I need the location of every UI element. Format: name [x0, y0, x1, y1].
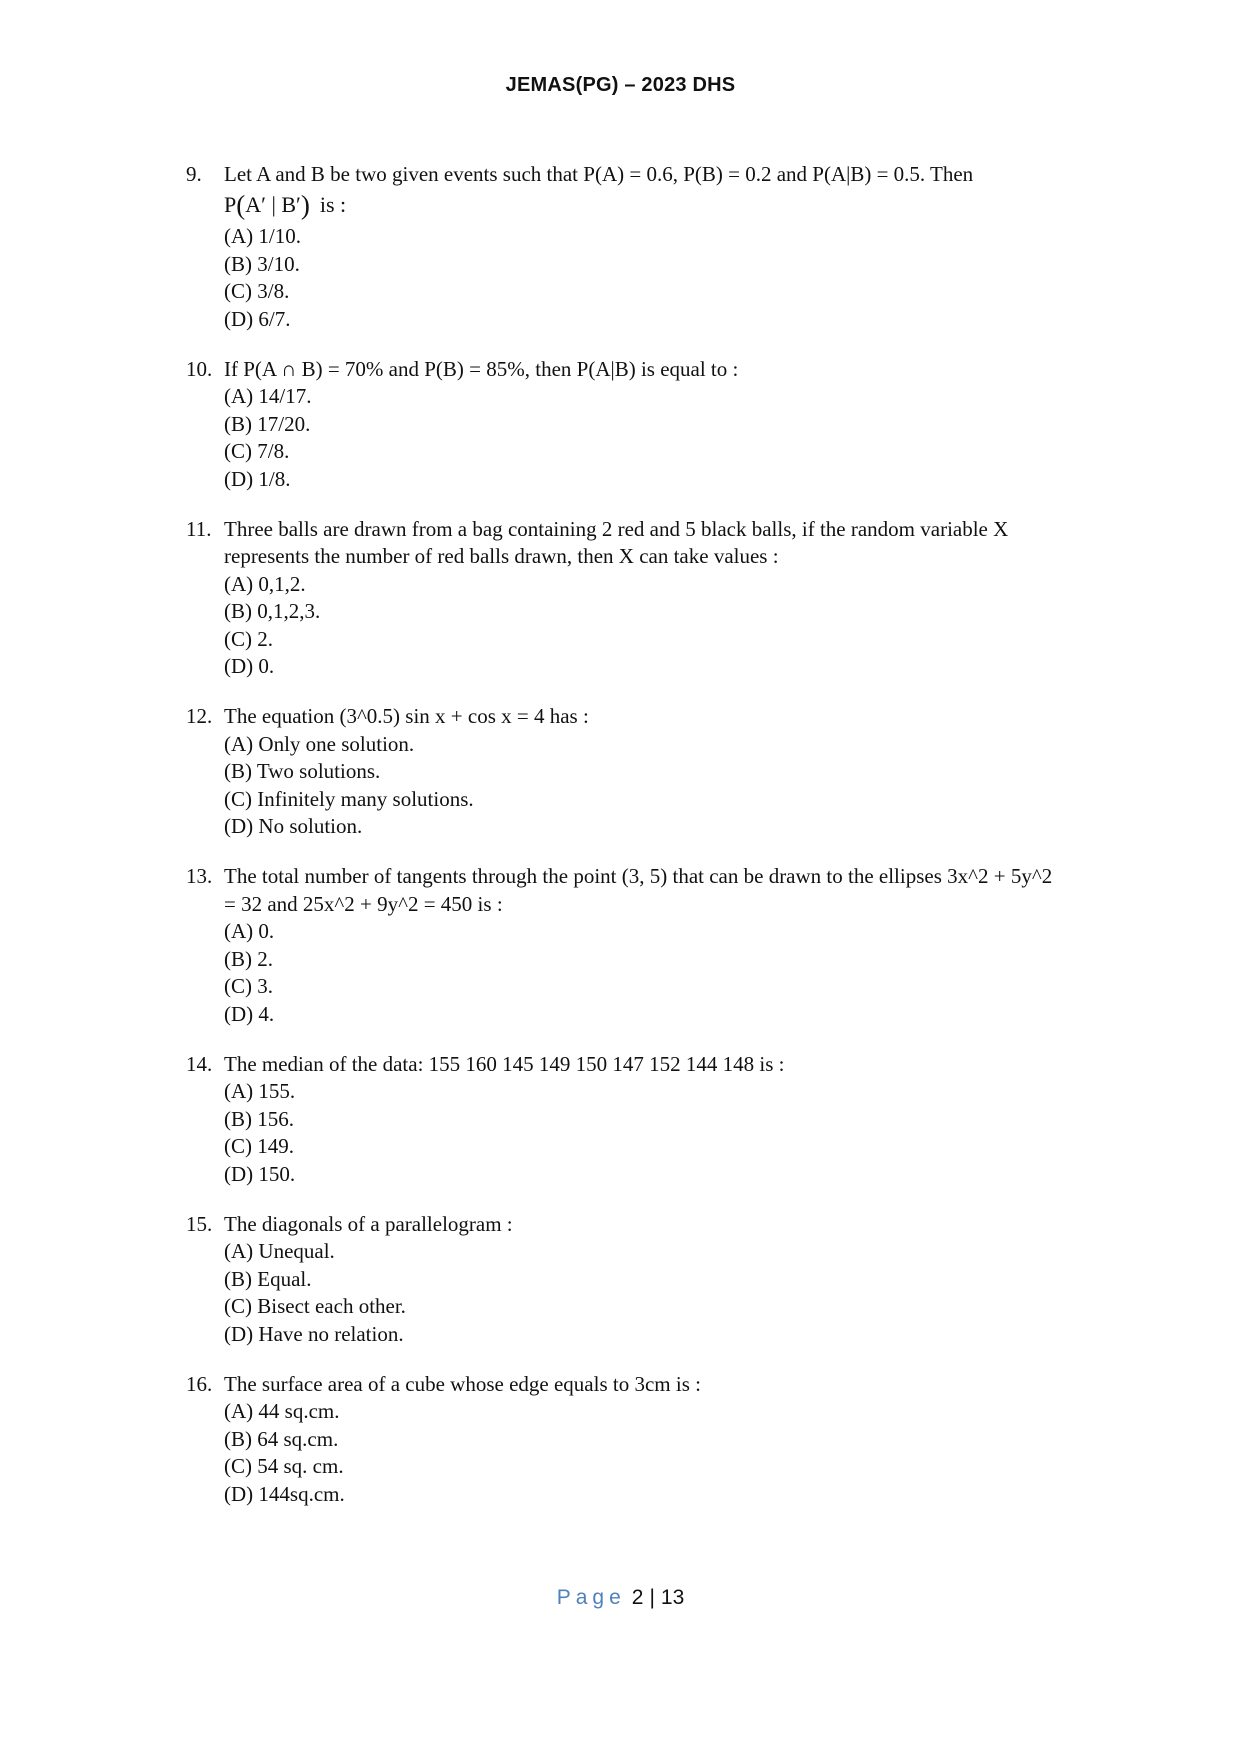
option-d: (D) 6/7.	[224, 306, 291, 331]
question-text: The diagonals of a parallelogram :	[224, 1211, 513, 1236]
option-b: (B) 3/10.	[224, 251, 300, 276]
question-text: The median of the data: 155 160 145 149 150 147 152 144 148 is :	[224, 1051, 785, 1076]
question-body	[224, 1051, 1066, 1189]
page-header	[0, 74, 1241, 97]
question-number: 9.	[186, 162, 202, 186]
option-c: (C) 7/8.	[224, 439, 290, 463]
question-body	[224, 161, 1066, 333]
option-b: (B) Equal.	[224, 1266, 312, 1291]
question-body	[224, 703, 1066, 841]
question-body	[224, 516, 1066, 681]
question-text: The total number of tangents through the point (3, 5) that can be drawn to the ellipses 3x^2 + 5y^2 = 32 and 25x^2 + 9y^2 = 450 is :	[224, 864, 1053, 916]
question-number: 10.	[186, 356, 213, 381]
question-14	[186, 1051, 1066, 1189]
option-b: (B) 17/20.	[224, 411, 311, 436]
question-number: 14.	[186, 1051, 213, 1076]
document-title: JEMAS(PG) – 2023 DHS	[505, 74, 736, 96]
page-footer	[0, 1586, 1241, 1610]
probability-expression: P(A′ | B′) is :	[224, 189, 347, 220]
question-9	[186, 161, 1066, 333]
option-c: (C) 54 sq. cm.	[224, 1454, 344, 1478]
question-list	[186, 161, 1066, 1531]
question-text: The equation (3^0.5) sin x + cos x = 4 has :	[224, 704, 589, 728]
option-d: (D) 1/8.	[224, 466, 291, 491]
option-a: (A) Unequal.	[224, 1239, 335, 1263]
question-body	[224, 1211, 1066, 1349]
question-10	[186, 356, 1066, 494]
question-body	[224, 1371, 1066, 1509]
question-body	[224, 863, 1066, 1028]
option-c: (C) 149.	[224, 1134, 294, 1158]
option-d: (D) 144sq.cm.	[224, 1481, 345, 1506]
total-pages: 13	[660, 1586, 685, 1609]
question-12	[186, 703, 1066, 841]
option-c: (C) 3/8.	[224, 279, 290, 303]
question-body	[224, 356, 1066, 494]
question-text: Let A and B be two given events such that P(A) = 0.6, P(B) = 0.2 and P(A|B) = 0.5. Then	[224, 162, 974, 186]
option-c: (C) 2.	[224, 626, 273, 651]
option-d: (D) Have no relation.	[224, 1321, 404, 1346]
option-a: (A) 155.	[224, 1079, 296, 1103]
option-a: (A) 0.	[224, 919, 275, 943]
option-a: (A) 44 sq.cm.	[224, 1399, 340, 1423]
question-15	[186, 1211, 1066, 1349]
question-number: 16.	[186, 1371, 213, 1396]
question-text: The surface area of a cube whose edge equals to 3cm is :	[224, 1371, 701, 1396]
option-c: (C) Bisect each other.	[224, 1294, 406, 1318]
page-label: Page	[556, 1586, 626, 1609]
option-d: (D) No solution.	[224, 814, 363, 838]
question-number: 11.	[186, 516, 212, 541]
page-number: 2	[631, 1586, 644, 1609]
question-text: Three balls are drawn from a bag containing 2 red and 5 black balls, if the random variable X represents the number of red balls drawn, then X can take values :	[224, 516, 1009, 568]
option-b: (B) 156.	[224, 1106, 294, 1131]
option-b: (B) 0,1,2,3.	[224, 599, 321, 623]
option-c: (C) Infinitely many solutions.	[224, 786, 474, 811]
option-a: (A) Only one solution.	[224, 731, 415, 756]
question-13	[186, 863, 1066, 1028]
question-16	[186, 1371, 1066, 1509]
question-text: If P(A ∩ B) = 70% and P(B) = 85%, then P(A|B) is equal to :	[224, 356, 739, 381]
option-a: (A) 14/17.	[224, 384, 312, 408]
option-a: (A) 0,1,2.	[224, 571, 306, 596]
option-c: (C) 3.	[224, 974, 273, 998]
question-number: 12.	[186, 704, 213, 728]
option-d: (D) 150.	[224, 1161, 296, 1186]
option-b: (B) 2.	[224, 946, 273, 971]
question-number: 13.	[186, 864, 213, 888]
option-d: (D) 4.	[224, 1001, 275, 1026]
question-number: 15.	[186, 1211, 213, 1236]
page-separator: |	[649, 1586, 655, 1609]
option-d: (D) 0.	[224, 654, 275, 678]
option-b: (B) 64 sq.cm.	[224, 1426, 339, 1451]
option-b: (B) Two solutions.	[224, 759, 381, 783]
question-11	[186, 516, 1066, 681]
option-a: (A) 1/10.	[224, 224, 301, 248]
